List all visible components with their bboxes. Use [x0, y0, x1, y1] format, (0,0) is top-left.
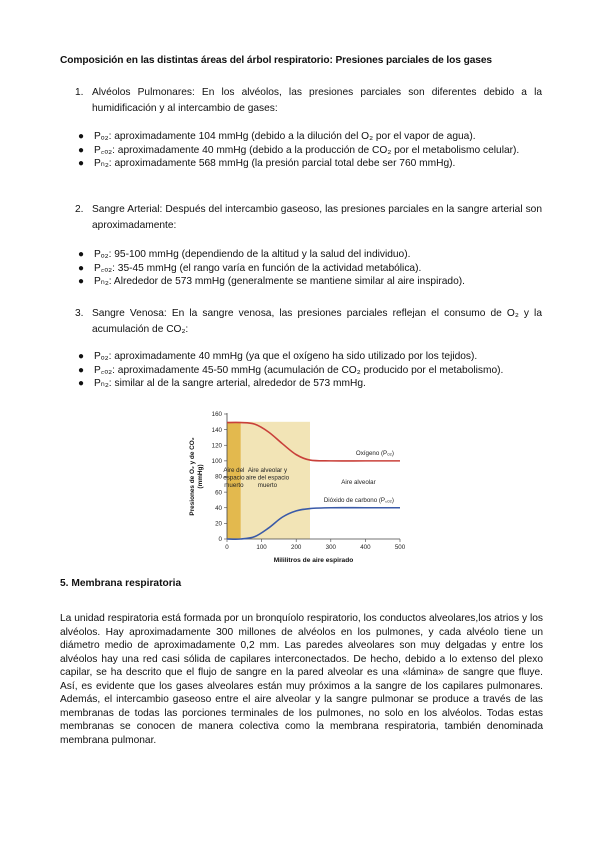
bullet-icon: ●: [78, 378, 85, 389]
section-1-bullets: [78, 130, 543, 171]
list-item: ● Pₒ₂: aproximadamente 104 mmHg (debido a la dilución del O₂ por el vapor de agua).: [78, 131, 476, 142]
x-tick-label: 400: [360, 544, 371, 551]
section-2-bullets: [78, 248, 543, 289]
y-tick-label: 40: [215, 504, 222, 512]
section-1-intro: [75, 85, 542, 117]
bullet-icon: ●: [78, 131, 85, 142]
section-2-intro: [75, 202, 542, 234]
list-item: ● P꜀ₒ₂: aproximadamente 40 mmHg (debido a la producción de CO₂ por el metabolismo celular).: [78, 144, 520, 156]
list-item: ● Pₙ₂: Alrededor de 573 mmHg (generalmente se mantiene similar al aire inspirado).: [78, 276, 465, 287]
list-item: ● Pₙ₂: similar al de la sangre arterial, alrededor de 573 mmHg.: [78, 378, 366, 389]
x-tick-label: 200: [291, 544, 302, 551]
section-text: Sangre Venosa: En la sangre venosa, las presiones parciales reflejan el consumo de O₂ y la acumulación de CO₂:: [92, 308, 542, 335]
y-tick-label: 0: [218, 536, 222, 544]
bullet-icon: ●: [78, 249, 85, 260]
y-tick-label: 140: [211, 426, 222, 434]
region-label-alveolar: Aire alveolar: [341, 479, 376, 486]
section-text: Sangre Arterial: Después del intercambio gaseoso, las presiones parciales en la sangre arterial son aproximadamente:: [92, 204, 542, 231]
series-label-co2: Dióxido de carbono (P꜀ₒ₂): [323, 496, 394, 504]
bullet-icon: ●: [78, 158, 85, 169]
x-tick-label: 100: [256, 544, 267, 551]
region-label-dead-space: muerto: [224, 482, 244, 489]
y-tick-label: 60: [215, 489, 222, 497]
page-title: Composición en las distintas áreas del árbol respiratorio: Presiones parciales de los gases: [60, 55, 492, 66]
section-number: 2.: [75, 204, 84, 215]
series-label-oxygen: Oxígeno (Pₒ₂): [355, 449, 394, 457]
bullet-icon: ●: [78, 262, 85, 274]
x-axis-label: Mililitros de aire espirado: [273, 557, 354, 564]
bullet-icon: ●: [78, 364, 85, 376]
section-3-bullets: [78, 350, 543, 391]
region-label-mixed: muerto: [257, 482, 278, 489]
section-text: Alvéolos Pulmonares: En los alvéolos, las presiones parciales son diferentes debido a la humidificación y al intercambio de gases:: [92, 87, 542, 114]
y-tick-label: 160: [211, 411, 222, 419]
y-tick-label: 20: [215, 520, 222, 528]
bullet-icon: ●: [78, 351, 85, 362]
section-5-heading: 5. Membrana respiratoria: [60, 578, 182, 589]
y-tick-label: 120: [211, 442, 222, 450]
region-label-mixed: Aire alveolar y: [247, 467, 288, 474]
x-tick-label: 500: [394, 544, 406, 551]
bullet-icon: ●: [78, 144, 85, 156]
section-3-intro: [75, 306, 542, 338]
bullet-icon: ●: [78, 276, 85, 287]
y-axis-label: Presiones de O₂ y de CO₂: [189, 437, 196, 516]
x-tick-label: 300: [325, 544, 336, 551]
y-tick-label: 100: [211, 458, 222, 466]
list-item: ● P꜀ₒ₂: 35-45 mmHg (el rango varía en función de la actividad metabólica).: [78, 262, 422, 274]
section-number: 3.: [75, 308, 84, 319]
list-item: ● Pₙ₂: aproximadamente 568 mmHg (la presión parcial total debe ser 760 mmHg).: [78, 158, 456, 169]
list-item: ● Pₒ₂: aproximadamente 40 mmHg (ya que el oxígeno ha sido utilizado por los tejidos).: [78, 351, 478, 362]
y-tick-label: 80: [215, 473, 222, 481]
region-label-dead-space: espacio: [223, 474, 245, 482]
list-item: ● Pₒ₂: 95-100 mmHg (dependiendo de la altitud y la salud del individuo).: [78, 249, 411, 260]
list-item: ● P꜀ₒ₂: aproximadamente 45-50 mmHg (acumulación de CO₂ producido por el metabolismo).: [78, 364, 504, 376]
y-axis-label-units: (mmHg): [197, 464, 204, 489]
section-number: 1.: [75, 87, 84, 98]
region-label-mixed: aire del espacio: [245, 474, 290, 482]
gas-pressure-chart: [180, 404, 425, 576]
x-tick-label: 0: [225, 544, 229, 551]
region-label-dead-space: Aire del: [223, 467, 245, 474]
section-5-paragraph: La unidad respiratoria está formada por un bronquíolo respiratorio, los conductos alveolares,los atrios y los alvéolos. Hay aproximadamente 300 millones de alvéolos en los pulmones, y cada alvéolo tiene un diámetro medio de aproximadamente 0,2 mm. Las paredes alveolares son muy delgadas y entre los alvéolos hay una red casi sólida de capilares interconectados. De hecho, debido a lo extenso del plexo capilar, se ha descrito que el flujo de sangre en la pared alveolar es una «lámina» de sangre que fluye. Así, es evidente que los gases alveolares están muy próximos a la sangre de los capilares pulmonares. Además, el intercambio gaseoso entre el aire alveolar y la sangre pulmonar se produce a través de las membranas de todas las porciones terminales de los pulmones, no solo en los alvéolos. Todas estas membranas se conocen de manera colectiva como la membrana respiratoria, también denominada membrana pulmonar.: [60, 613, 543, 746]
